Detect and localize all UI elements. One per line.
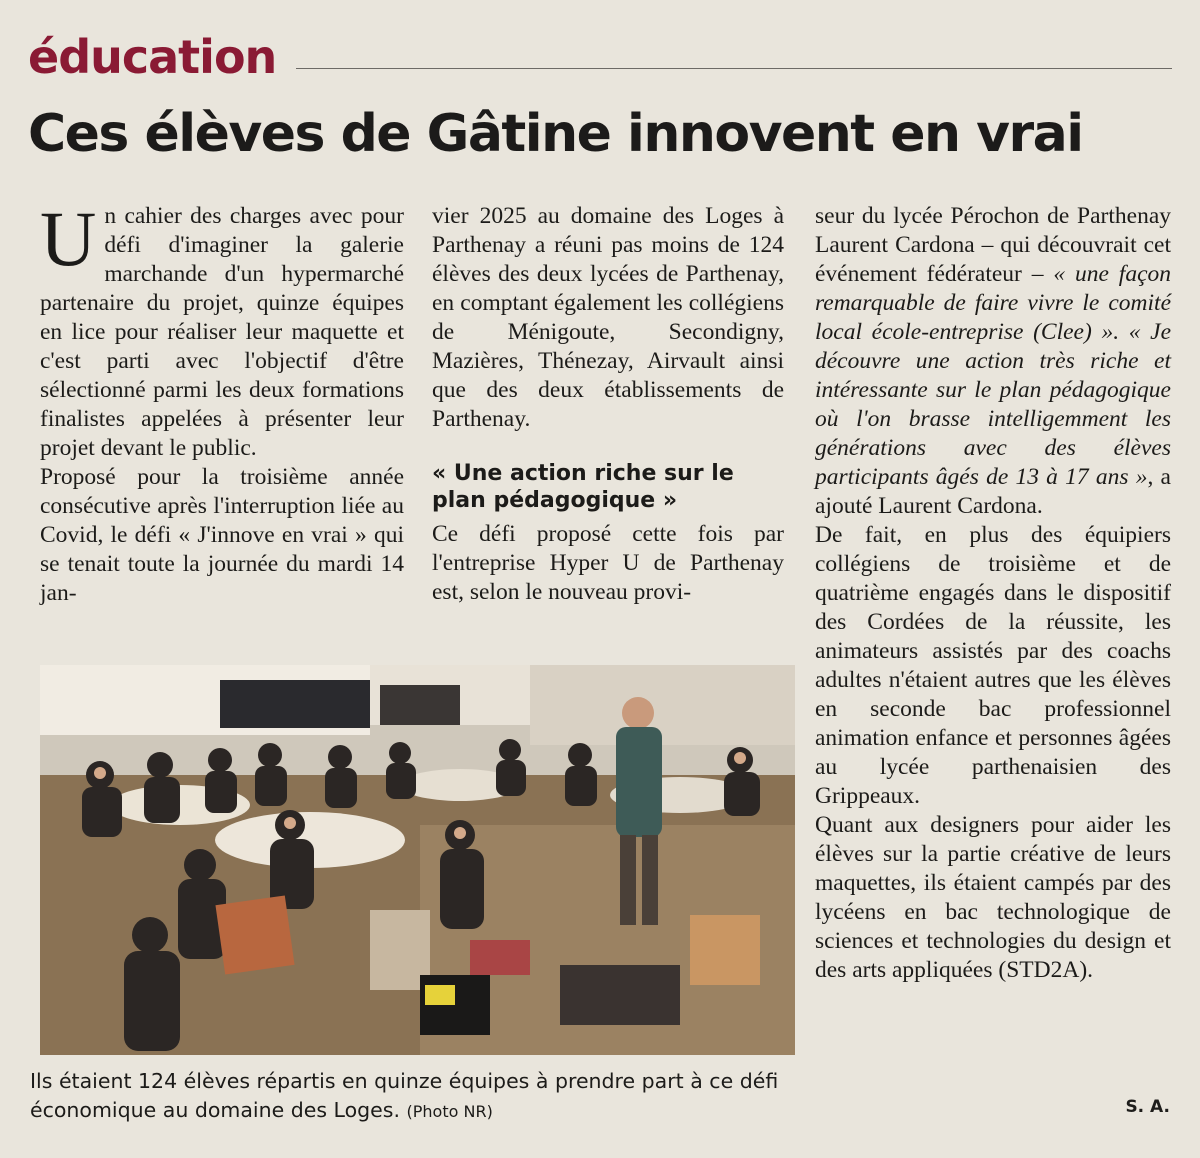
section-rubric: éducation — [28, 30, 277, 84]
event-photo — [40, 665, 795, 1055]
quote-1: « une façon remarquable de faire vivre le comité local école-entreprise (Clee) ». — [815, 261, 1172, 345]
paragraph-1 — [40, 195, 404, 463]
paragraph-3: vier 2025 au domaine des Loges à Parthenay a réuni pas moins de 124 élèves des deux lycées de Parthenay, en comptant également les collégiens de Ménigoute, Secondigny, Mazières, Thénezay, Airvault ainsi que des deux établissements de Parthenay. — [432, 203, 784, 432]
photo-illustration — [40, 665, 795, 1055]
quote-2: « Je découvre une action très riche et intéressante sur le plan pédagogique où l'on brasse intelligemment les générations avec des élèves participants âgés de 13 à 17 ans » — [815, 319, 1172, 490]
paragraph-5 — [815, 202, 1171, 521]
paragraph-5-text: seur du lycée Pérochon de Parthenay Laurent Cardona – qui découvrait cet événement fédérateur – — [815, 203, 1171, 287]
caption-text: Ils étaient 124 élèves répartis en quinze équipes à prendre part à ce défi économique au domaine des Loges. — [30, 1069, 779, 1122]
paragraph-6: De fait, en plus des équipiers collégiens de troisième et de quatrième engagés dans le dispositif des Cordées de la réussite, les animateurs assistés par des coachs adultes n'étaient autres que les élèves en seconde bac professionnel animation enfance et personnes âgées au lycée parthenaisien des Grippeaux. — [815, 522, 1171, 809]
author-signature: S. A. — [1125, 1097, 1170, 1117]
paragraph-7: Quant aux designers pour aider les élèves sur la partie créative de leurs maquettes, ils étaient campés par des lycéens en bac technologique de sciences et technologies du design et des arts appliquées (STD2A). — [815, 812, 1171, 983]
drop-cap: U — [40, 195, 97, 282]
paragraph-5-end: , a ajouté Laurent Cardona. — [815, 464, 1171, 519]
photo-caption — [30, 1067, 790, 1126]
headline: Ces élèves de Gâtine innovent en vrai — [28, 104, 1083, 164]
paragraph-4: Ce défi proposé cette fois par l'entreprise Hyper U de Parthenay est, selon le nouveau provi- — [432, 521, 784, 605]
article-column-2 — [432, 202, 784, 607]
header-rule — [296, 68, 1172, 69]
quote-gap — [1119, 319, 1129, 345]
subheading: « Une action riche sur le plan pédagogique » — [432, 461, 734, 513]
paragraph-1-text: n cahier des charges avec pour défi d'imaginer la galerie marchande d'un hypermarché partenaire du projet, quinze équipes en lice pour réaliser leur maquette et c'est parti avec l'objectif d'être sélectionné parmi les deux formations finalistes appelées à présenter leur projet devant le public. — [40, 203, 404, 461]
paragraph-2: Proposé pour la troisième année consécutive après l'interruption liée au Covid, le défi « J'innove en vrai » qui se tenait toute la journée du mardi 14 jan- — [40, 464, 404, 606]
photo-credit: (Photo NR) — [406, 1102, 493, 1121]
article-column-3 — [815, 202, 1171, 985]
article-column-1 — [40, 195, 404, 608]
